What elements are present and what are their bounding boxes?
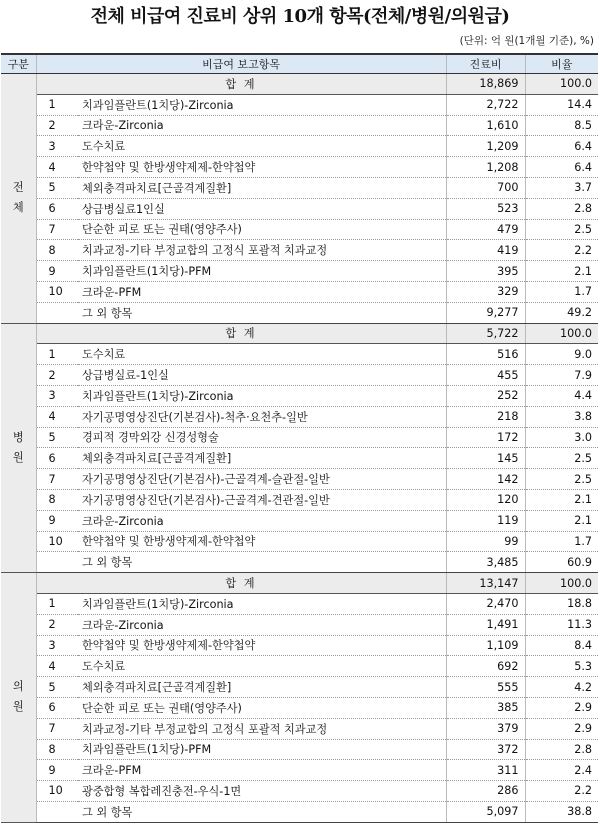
unit-note: (단위: 억 원(1개월 기준), %) — [459, 35, 594, 47]
rank-cell: 10 — [36, 781, 78, 802]
rank-cell: 7 — [36, 718, 78, 739]
rate-cell: 14.4 — [525, 94, 598, 115]
other-rate: 49.2 — [525, 302, 598, 323]
other-label: 그 외 항목 — [78, 801, 446, 822]
rate-cell: 3.0 — [525, 427, 598, 448]
table-row — [1, 157, 598, 178]
rate-cell: 2.8 — [525, 198, 598, 219]
table-row — [1, 115, 598, 136]
total-label: 합 계 — [36, 74, 446, 95]
item-cell: 체외충격파치료[근골격계질환] — [78, 177, 446, 198]
group-label-char: 의 — [12, 680, 24, 694]
cost-cell: 145 — [446, 448, 525, 469]
rank-cell: 4 — [36, 656, 78, 677]
table-row — [1, 614, 598, 635]
table-row — [1, 531, 598, 552]
group-label-char: 체 — [12, 201, 24, 215]
table-row — [1, 281, 598, 302]
rank-cell: 4 — [36, 157, 78, 178]
group-label — [1, 74, 36, 324]
item-cell: 치과임플란트(1치당)-PFM — [78, 739, 446, 760]
cost-cell: 1,491 — [446, 614, 525, 635]
other-rate: 60.9 — [525, 552, 598, 573]
rate-cell: 2.4 — [525, 760, 598, 781]
item-cell: 치과임플란트(1치당)-Zirconia — [78, 94, 446, 115]
table-row — [1, 136, 598, 157]
other-cost: 5,097 — [446, 801, 525, 822]
other-spacer — [36, 552, 78, 573]
header-rate: 비율 — [525, 54, 598, 74]
item-cell: 상급병실료-1인실 — [78, 365, 446, 386]
group-label — [1, 323, 36, 573]
table-row — [1, 760, 598, 781]
item-cell: 치과교정-기타 부정교합의 고정식 포괄적 치과교정 — [78, 718, 446, 739]
table-row — [1, 448, 598, 469]
rate-cell: 3.7 — [525, 177, 598, 198]
rate-cell: 2.9 — [525, 697, 598, 718]
cost-cell: 385 — [446, 697, 525, 718]
rate-cell: 9.0 — [525, 344, 598, 365]
item-cell: 크라운-Zirconia — [78, 510, 446, 531]
cost-cell: 172 — [446, 427, 525, 448]
item-cell: 크라운-Zirconia — [78, 115, 446, 136]
rate-cell: 6.4 — [525, 157, 598, 178]
rate-cell: 3.8 — [525, 406, 598, 427]
rate-cell: 2.5 — [525, 448, 598, 469]
item-cell: 도수치료 — [78, 136, 446, 157]
rank-cell: 6 — [36, 198, 78, 219]
other-row — [1, 302, 598, 323]
cost-cell: 455 — [446, 365, 525, 386]
cost-cell: 218 — [446, 406, 525, 427]
cost-cell: 119 — [446, 510, 525, 531]
table-row — [1, 635, 598, 656]
table-row — [1, 385, 598, 406]
rate-cell: 1.7 — [525, 531, 598, 552]
total-rate: 100.0 — [525, 74, 598, 95]
rank-cell: 2 — [36, 365, 78, 386]
item-cell: 단순한 피로 또는 권태(영양주사) — [78, 697, 446, 718]
rank-cell: 2 — [36, 614, 78, 635]
table-row — [1, 469, 598, 490]
table-row — [1, 677, 598, 698]
table-row — [1, 697, 598, 718]
table-row — [1, 427, 598, 448]
rate-cell: 5.3 — [525, 656, 598, 677]
table-row — [1, 781, 598, 802]
item-cell: 한약첩약 및 한방생약제제-한약첩약 — [78, 157, 446, 178]
other-label: 그 외 항목 — [78, 302, 446, 323]
header-row — [1, 54, 598, 74]
total-cost: 18,869 — [446, 74, 525, 95]
table-row — [1, 198, 598, 219]
cost-cell: 395 — [446, 261, 525, 282]
item-cell: 광중합형 복합레진충전-우식-1면 — [78, 781, 446, 802]
cost-cell: 2,722 — [446, 94, 525, 115]
rate-cell: 2.1 — [525, 489, 598, 510]
total-cost: 13,147 — [446, 573, 525, 594]
cost-cell: 1,209 — [446, 136, 525, 157]
rank-cell: 1 — [36, 94, 78, 115]
item-cell: 크라운-PFM — [78, 760, 446, 781]
rate-cell: 2.8 — [525, 739, 598, 760]
rate-cell: 2.9 — [525, 718, 598, 739]
table-row — [1, 406, 598, 427]
other-row — [1, 801, 598, 822]
cost-cell: 99 — [446, 531, 525, 552]
group-label-char: 병 — [12, 430, 24, 444]
rank-cell: 5 — [36, 677, 78, 698]
rank-cell: 8 — [36, 240, 78, 261]
rank-cell: 9 — [36, 510, 78, 531]
total-rate: 100.0 — [525, 323, 598, 344]
item-cell: 한약첩약 및 한방생약제제-한약첩약 — [78, 531, 446, 552]
table-row — [1, 739, 598, 760]
cost-cell: 120 — [446, 489, 525, 510]
rank-cell: 8 — [36, 739, 78, 760]
table-row — [1, 510, 598, 531]
cost-cell: 2,470 — [446, 593, 525, 614]
group-label-char: 전 — [12, 181, 24, 195]
rate-cell: 8.5 — [525, 115, 598, 136]
table-row — [1, 219, 598, 240]
rate-cell: 1.7 — [525, 281, 598, 302]
rank-cell: 9 — [36, 760, 78, 781]
cost-cell: 311 — [446, 760, 525, 781]
item-cell: 상급병실료1인실 — [78, 198, 446, 219]
rank-cell: 10 — [36, 531, 78, 552]
item-cell: 체외충격파치료[근골격계질환] — [78, 448, 446, 469]
item-cell: 자기공명영상진단(기본검사)-척추·요천추-일반 — [78, 406, 446, 427]
cost-cell: 1,109 — [446, 635, 525, 656]
rate-cell: 4.4 — [525, 385, 598, 406]
total-label: 합 계 — [36, 323, 446, 344]
cost-cell: 379 — [446, 718, 525, 739]
cost-cell: 1,208 — [446, 157, 525, 178]
item-cell: 도수치료 — [78, 344, 446, 365]
cost-cell: 700 — [446, 177, 525, 198]
rate-cell: 2.5 — [525, 219, 598, 240]
rank-cell: 4 — [36, 406, 78, 427]
cost-cell: 372 — [446, 739, 525, 760]
group-label — [1, 573, 36, 823]
rate-cell: 18.8 — [525, 593, 598, 614]
item-cell: 체외충격파치료[근골격계질환] — [78, 677, 446, 698]
table-row — [1, 365, 598, 386]
rate-cell: 2.5 — [525, 469, 598, 490]
item-cell: 도수치료 — [78, 656, 446, 677]
rank-cell: 5 — [36, 177, 78, 198]
table-row — [1, 261, 598, 282]
rate-cell: 2.1 — [525, 510, 598, 531]
table-row — [1, 718, 598, 739]
total-label: 합 계 — [36, 573, 446, 594]
item-cell: 자기공명영상진단(기본검사)-근골격계-견관절-일반 — [78, 489, 446, 510]
other-row — [1, 552, 598, 573]
rate-cell: 2.2 — [525, 240, 598, 261]
table-row — [1, 177, 598, 198]
item-cell: 치과임플란트(1치당)-Zirconia — [78, 593, 446, 614]
rank-cell: 10 — [36, 281, 78, 302]
cost-cell: 523 — [446, 198, 525, 219]
other-cost: 3,485 — [446, 552, 525, 573]
rank-cell: 3 — [36, 136, 78, 157]
cost-cell: 329 — [446, 281, 525, 302]
cost-cell: 1,610 — [446, 115, 525, 136]
item-cell: 치과임플란트(1치당)-Zirconia — [78, 385, 446, 406]
item-cell: 자기공명영상진단(기본검사)-근골격계-슬관절-일반 — [78, 469, 446, 490]
cost-cell: 516 — [446, 344, 525, 365]
group-label-char: 원 — [12, 450, 24, 464]
header-item: 비급여 보고항목 — [36, 54, 446, 74]
item-cell: 치과임플란트(1치당)-PFM — [78, 261, 446, 282]
total-cost: 5,722 — [446, 323, 525, 344]
item-cell: 한약첩약 및 한방생약제제-한약첩약 — [78, 635, 446, 656]
rank-cell: 3 — [36, 635, 78, 656]
table-row — [1, 94, 598, 115]
total-row — [1, 74, 598, 95]
rate-cell: 6.4 — [525, 136, 598, 157]
total-row — [1, 323, 598, 344]
other-spacer — [36, 302, 78, 323]
rank-cell: 6 — [36, 697, 78, 718]
group-label-char: 원 — [12, 700, 24, 714]
rank-cell: 7 — [36, 219, 78, 240]
table-row — [1, 593, 598, 614]
item-cell: 크라운-Zirconia — [78, 614, 446, 635]
cost-cell: 692 — [446, 656, 525, 677]
other-spacer — [36, 801, 78, 822]
cost-cell: 555 — [446, 677, 525, 698]
rate-cell: 4.2 — [525, 677, 598, 698]
rate-cell: 2.2 — [525, 781, 598, 802]
rate-cell: 11.3 — [525, 614, 598, 635]
rank-cell: 1 — [36, 593, 78, 614]
page-title: 전체 비급여 진료비 상위 10개 항목(전체/병원/의원급) — [90, 6, 510, 27]
header-cost: 진료비 — [446, 54, 525, 74]
cost-cell: 142 — [446, 469, 525, 490]
rank-cell: 3 — [36, 385, 78, 406]
rank-cell: 9 — [36, 261, 78, 282]
cost-cell: 419 — [446, 240, 525, 261]
table-row — [1, 489, 598, 510]
item-cell: 경피적 경막외강 신경성형술 — [78, 427, 446, 448]
table-row — [1, 240, 598, 261]
data-table — [1, 53, 598, 823]
rank-cell: 5 — [36, 427, 78, 448]
table-row — [1, 656, 598, 677]
other-rate: 38.8 — [525, 801, 598, 822]
item-cell: 크라운-PFM — [78, 281, 446, 302]
item-cell: 단순한 피로 또는 권태(영양주사) — [78, 219, 446, 240]
cost-cell: 252 — [446, 385, 525, 406]
rank-cell: 1 — [36, 344, 78, 365]
cost-cell: 286 — [446, 781, 525, 802]
rank-cell: 8 — [36, 489, 78, 510]
rank-cell: 6 — [36, 448, 78, 469]
cost-cell: 479 — [446, 219, 525, 240]
total-rate: 100.0 — [525, 573, 598, 594]
header-group: 구분 — [1, 54, 36, 74]
rate-cell: 7.9 — [525, 365, 598, 386]
item-cell: 치과교정-기타 부정교합의 고정식 포괄적 치과교정 — [78, 240, 446, 261]
other-label: 그 외 항목 — [78, 552, 446, 573]
rate-cell: 2.1 — [525, 261, 598, 282]
total-row — [1, 573, 598, 594]
table-row — [1, 344, 598, 365]
other-cost: 9,277 — [446, 302, 525, 323]
rank-cell: 7 — [36, 469, 78, 490]
rate-cell: 8.4 — [525, 635, 598, 656]
rank-cell: 2 — [36, 115, 78, 136]
